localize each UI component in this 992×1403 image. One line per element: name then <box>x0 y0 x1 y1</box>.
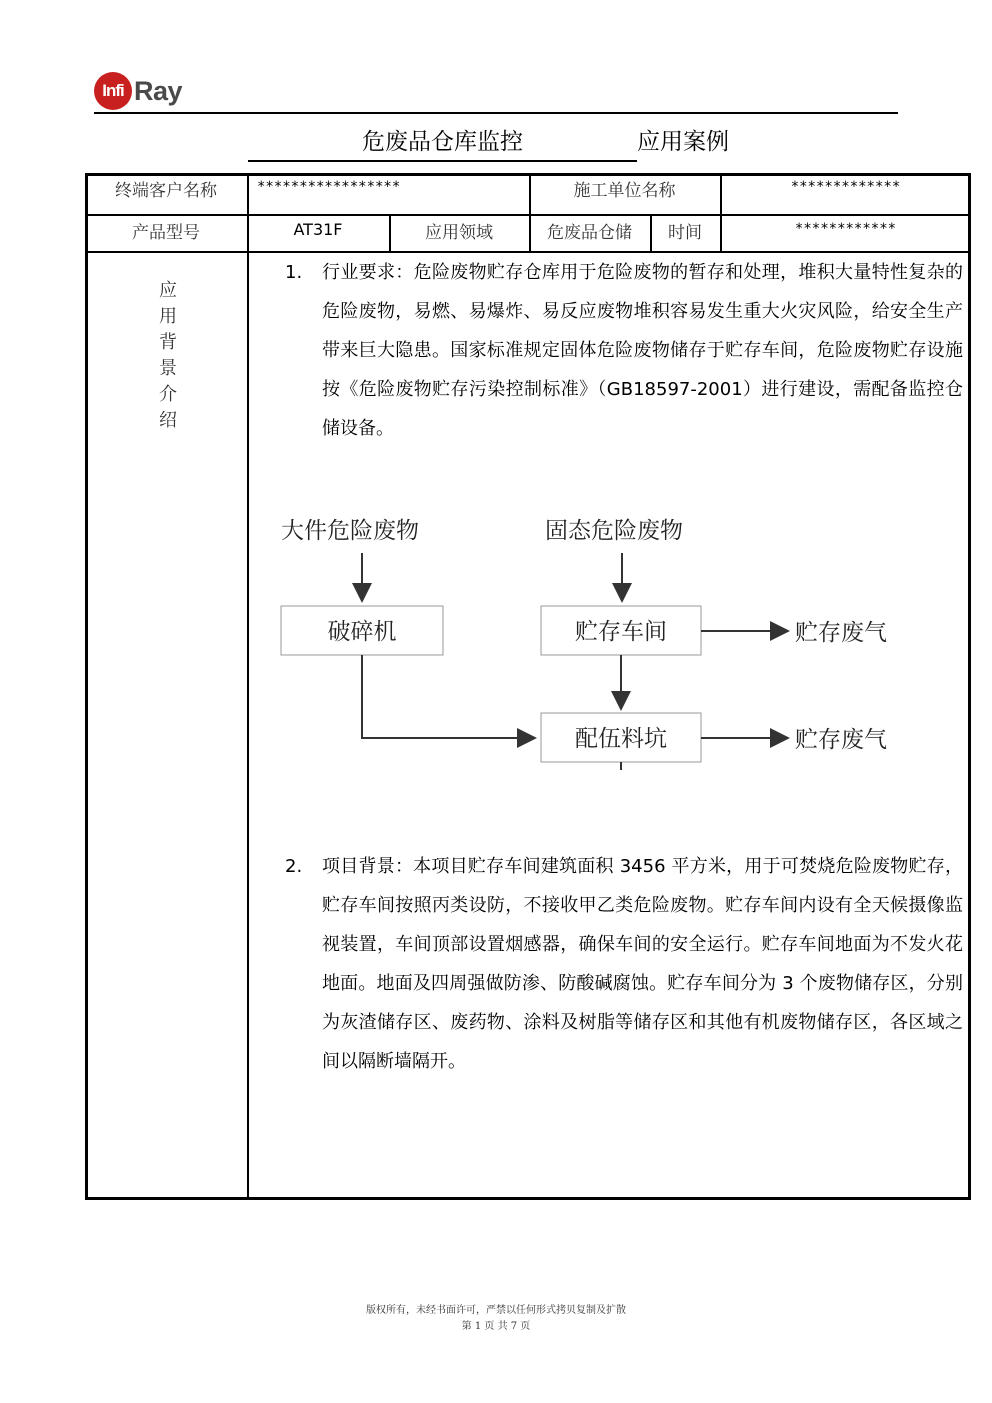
flow-box-crusher-label: 破碎机 <box>327 619 397 645</box>
time-label: 时间 <box>668 223 702 243</box>
paragraph-text: 行业要求：危险废物贮存仓库用于危险废物的暂存和处理，堆积大量特性复杂的危险废物，易燃、易爆炸、易反应废物堆积容易发生重大火灾风险，给安全生产带来巨大隐患。国家标准规定固体危险废物储存于贮存车间，危险废物贮存设施按《危险废物贮存污染控制标准》（GB18597-2001）进行建设，需配备监控仓储设备。 <box>322 262 963 439</box>
section-label-char: 介 <box>159 384 177 405</box>
document-title <box>248 126 768 162</box>
flow-arrow <box>362 655 535 738</box>
section-label-char: 应 <box>159 280 177 301</box>
title-main: 危废品仓库监控 <box>248 126 637 162</box>
footer-page-number: 第 1 页 共 7 页 <box>461 1321 531 1332</box>
row-divider <box>85 214 971 216</box>
paragraph-number: 2. <box>285 856 303 877</box>
customer-value: ***************** <box>257 179 401 195</box>
logo-wordmark: Ray <box>134 75 183 106</box>
section-label-char: 背 <box>159 332 177 353</box>
section-label-char: 用 <box>159 306 177 327</box>
section-label <box>153 278 183 434</box>
paragraph-background <box>285 847 963 1081</box>
section-label-char: 景 <box>159 358 177 379</box>
contractor-value: ************* <box>790 179 901 195</box>
section-label-char: 绍 <box>159 410 177 431</box>
flow-box-storage-label: 贮存车间 <box>575 619 667 645</box>
paragraph-text: 项目背景：本项目贮存车间建筑面积 3456 平方米，用于可焚烧危险废物贮存，贮存车间按照丙类设防，不接收甲乙类危险废物。贮存车间内设有全天候摄像监视装置，车间顶部设置烟感器，确保车间的安全运行。贮存车间地面为不发火花地面。地面及四周强做防渗、防酸碱腐蚀。贮存车间分为 3 个废物储存区，分别为灰渣储存区、废药物、涂料及树脂等储存区和其他有机废物储存区，各区域之间以隔断墙隔开。 <box>322 856 963 1072</box>
model-value: AT31F <box>293 220 343 239</box>
customer-label: 终端客户名称 <box>115 181 217 201</box>
flow-output-bottom: 贮存废气 <box>795 727 887 753</box>
paragraph-number: 1. <box>285 262 303 283</box>
logo-mark: Infi <box>94 72 132 110</box>
contractor-label: 施工单位名称 <box>573 181 676 201</box>
field-label: 应用领域 <box>425 223 493 243</box>
flow-source-solid-waste: 固态危险废物 <box>545 518 683 544</box>
company-logo <box>94 70 182 112</box>
footer-copyright: 版权所有，未经书面许可，严禁以任何形式拷贝复制及扩散 <box>366 1305 626 1316</box>
header-rule <box>94 112 898 114</box>
title-suffix: 应用案例 <box>637 129 729 155</box>
flow-box-pit-label: 配伍料坑 <box>575 726 667 752</box>
flow-output-top: 贮存废气 <box>795 620 887 646</box>
field-value: 危废品仓储 <box>547 223 632 243</box>
model-label: 产品型号 <box>132 223 200 243</box>
time-value: ************ <box>794 221 897 237</box>
paragraph-industry <box>285 253 963 448</box>
process-flow-diagram <box>245 501 945 781</box>
flow-source-large-waste: 大件危险废物 <box>281 518 419 544</box>
info-table <box>85 173 971 1200</box>
